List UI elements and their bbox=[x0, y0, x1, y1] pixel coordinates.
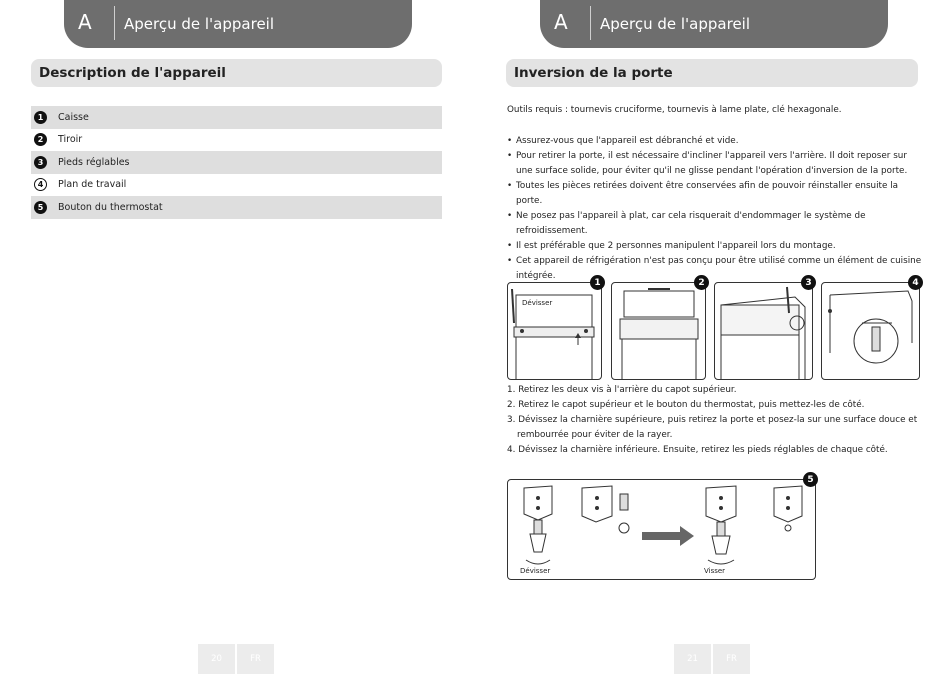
part-number-badge: 5 bbox=[34, 201, 47, 214]
part-label: Pieds réglables bbox=[58, 156, 130, 168]
step-badge: 2 bbox=[694, 275, 709, 290]
list-item: • Il est préférable que 2 personnes manipulent l'appareil lors du montage. bbox=[507, 239, 922, 254]
tab-divider bbox=[114, 6, 115, 40]
screw-label: Visser bbox=[704, 567, 726, 575]
list-item: • Ne posez pas l'appareil à plat, car cela risquerait d'endommager le système de refroidissement. bbox=[507, 209, 922, 239]
table-row bbox=[31, 129, 442, 152]
section-title-door-reversal: Inversion de la porte bbox=[506, 59, 918, 87]
part-label: Tiroir bbox=[58, 134, 83, 146]
list-item: 3. Dévissez la charnière supérieure, puis retirez la porte et posez-la sur une surface douce et rembourrée pour éviter de la rayer. bbox=[507, 415, 918, 440]
figure-step-1 bbox=[507, 282, 602, 380]
page-number: 20 bbox=[198, 644, 235, 674]
part-label: Plan de travail bbox=[58, 179, 127, 191]
part-label: Bouton du thermostat bbox=[58, 201, 163, 213]
step-badge: 3 bbox=[801, 275, 816, 290]
left-header-tab bbox=[64, 0, 412, 48]
right-page-footer bbox=[674, 644, 750, 674]
figure-step-3 bbox=[714, 282, 813, 380]
section-letter: A bbox=[554, 10, 568, 34]
section-letter: A bbox=[78, 10, 92, 34]
fridge-hinge-illustration bbox=[715, 283, 812, 379]
chapter-title: Aperçu de l'appareil bbox=[124, 15, 275, 33]
unscrew-label: Dévisser bbox=[520, 567, 551, 575]
list-item: 1. Retirez les deux vis à l'arrière du capot supérieur. bbox=[507, 385, 737, 395]
table-row bbox=[31, 106, 442, 129]
part-number-badge: 1 bbox=[34, 111, 47, 124]
list-item: 4. Dévissez la charnière inférieure. Ensuite, retirez les pieds réglables de chaque côté. bbox=[507, 445, 888, 455]
right-header-tab bbox=[540, 0, 888, 48]
part-number-badge: 4 bbox=[34, 178, 47, 191]
list-item: • Toutes les pièces retirées doivent être conservées afin de pouvoir réinstaller ensuite la porte. bbox=[507, 179, 922, 209]
unscrew-label: Dévisser bbox=[522, 299, 553, 307]
chapter-title: Aperçu de l'appareil bbox=[600, 15, 751, 33]
table-row bbox=[31, 151, 442, 174]
figure-step-4 bbox=[821, 282, 920, 380]
hinge-swap-illustration bbox=[508, 480, 815, 579]
step-badge: 1 bbox=[590, 275, 605, 290]
list-item: • Assurez-vous que l'appareil est débranché et vide. bbox=[507, 134, 922, 149]
step-badge: 4 bbox=[908, 275, 923, 290]
fridge-lower-hinge-illustration bbox=[822, 283, 919, 379]
parts-table bbox=[31, 106, 442, 219]
step-badge: 5 bbox=[803, 472, 818, 487]
part-number-badge: 2 bbox=[34, 133, 47, 146]
part-number-badge: 3 bbox=[34, 156, 47, 169]
section-title-description: Description de l'appareil bbox=[31, 59, 442, 87]
part-label: Caisse bbox=[58, 111, 89, 123]
list-item: • Cet appareil de réfrigération n'est pas conçu pour être utilisé comme un élément de cuisine intégrée. bbox=[507, 254, 922, 284]
fridge-cover-removed-illustration bbox=[612, 283, 705, 379]
list-item: 2. Retirez le capot supérieur et le bouton du thermostat, puis mettez-les de côté. bbox=[507, 400, 865, 410]
language-code: FR bbox=[237, 644, 274, 674]
left-page-footer bbox=[198, 644, 274, 674]
fridge-top-cover-illustration bbox=[508, 283, 601, 379]
instruction-steps bbox=[507, 383, 922, 458]
table-row bbox=[31, 196, 442, 219]
language-code: FR bbox=[713, 644, 750, 674]
tab-divider bbox=[590, 6, 591, 40]
table-row bbox=[31, 174, 442, 197]
figure-step-5 bbox=[507, 479, 816, 580]
list-item: • Pour retirer la porte, il est nécessaire d'incliner l'appareil vers l'arrière. Il doit reposer sur une surface solide, pour éviter qu'il ne glisse pendant l'opération d'inversion de la porte. bbox=[507, 149, 922, 179]
safety-bullets bbox=[507, 134, 922, 284]
tools-required: Outils requis : tournevis cruciforme, tournevis à lame plate, clé hexagonale. bbox=[507, 105, 842, 115]
page-number: 21 bbox=[674, 644, 711, 674]
figure-step-2 bbox=[611, 282, 706, 380]
